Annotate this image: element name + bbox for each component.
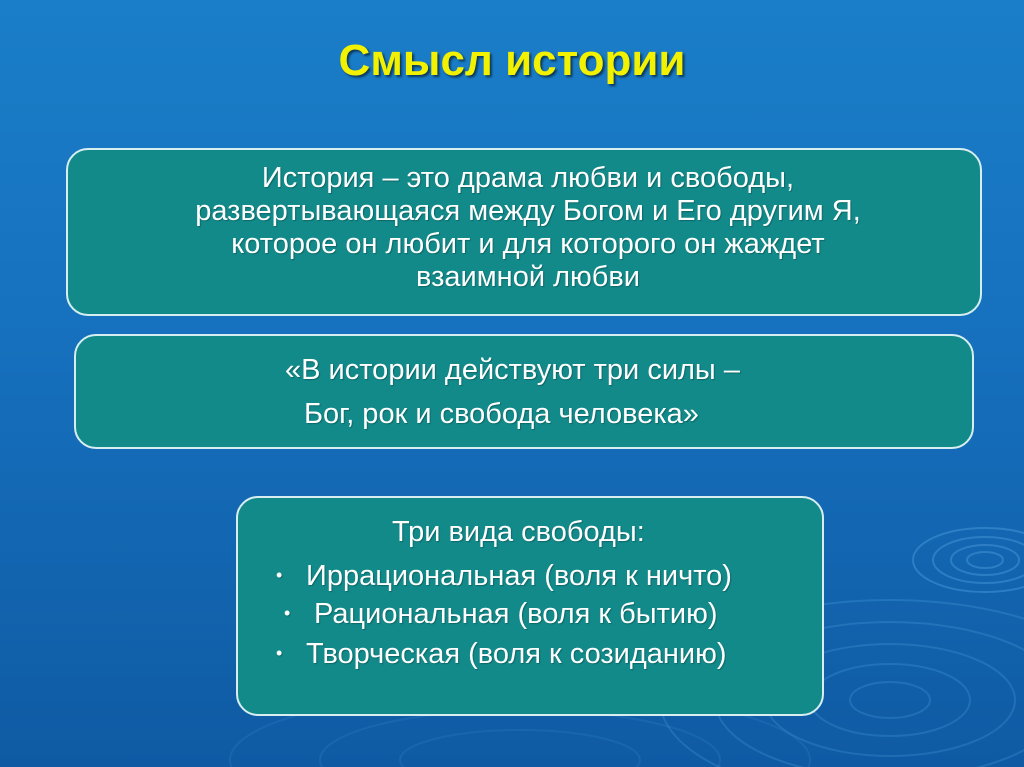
bullet-icon: • <box>276 564 283 585</box>
definition-line-4: взаимной любви <box>416 261 640 293</box>
definition-line-1: История – это драма любви и свободы, <box>261 162 795 194</box>
quote-box <box>74 334 974 449</box>
definition-line-3: которое он любит и для которого он жаждет <box>231 228 825 260</box>
list-item <box>276 638 727 671</box>
bullet-icon: • <box>284 602 291 623</box>
freedom-types-box <box>236 496 824 716</box>
definition-line-2: развертывающаяся между Богом и Его другим Я, <box>195 195 861 227</box>
bullet-icon: • <box>276 642 283 663</box>
list-item-label: Рациональная (воля к бытию) <box>314 598 718 630</box>
list-item-label: Иррациональная (воля к ничто) <box>306 560 732 592</box>
quote-line-1: «В истории действуют три силы – <box>285 354 740 386</box>
history-definition-box <box>66 148 982 316</box>
slide-title: Смысл истории <box>338 36 686 85</box>
list-item-label: Творческая (воля к созиданию) <box>306 638 727 670</box>
freedom-types-heading: Три вида свободы: <box>392 516 645 548</box>
list-item <box>276 560 732 593</box>
quote-line-2: Бог, рок и свобода человека» <box>304 398 699 430</box>
list-item <box>284 598 718 631</box>
